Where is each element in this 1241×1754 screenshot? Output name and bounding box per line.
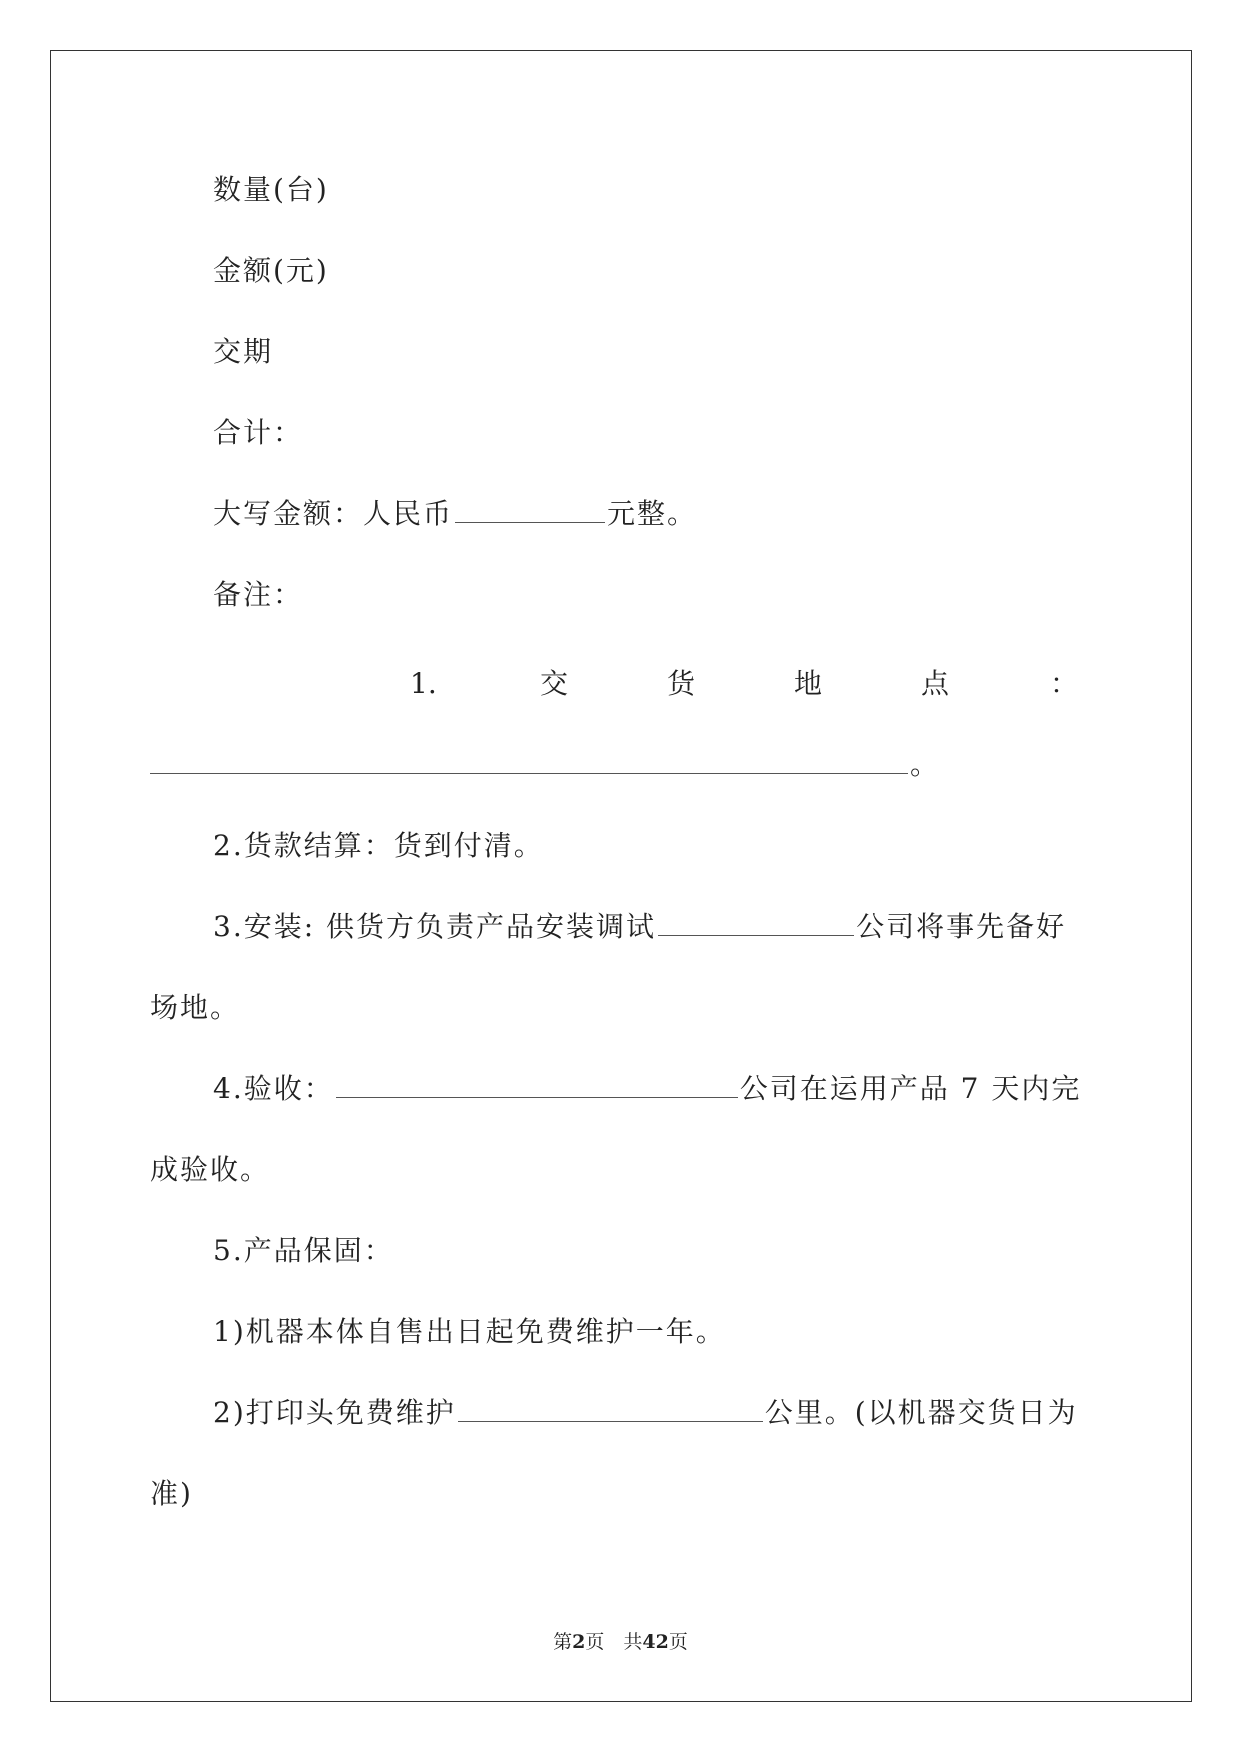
amount-in-words-label: 大写金额：人民币 <box>213 497 454 530</box>
warranty-2-suffix: 公里。(以机器交货日为 <box>764 1396 1078 1429</box>
installation-blank[interactable] <box>658 911 854 936</box>
line-warranty: 5.产品保固： <box>213 1234 394 1267</box>
footer-suffix: 页 <box>668 1631 688 1653</box>
line-delivery-place-blank <box>150 747 940 783</box>
line-warranty-2-cont: 准) <box>150 1477 193 1510</box>
footer-page-number: 2 <box>572 1631 586 1653</box>
acceptance-suffix: 公司在运用产品 7 天内完 <box>739 1072 1082 1105</box>
footer-mid: 页 共 <box>585 1631 643 1653</box>
line-amount-in-words <box>213 496 697 532</box>
page-footer <box>0 1630 1241 1654</box>
delivery-place-char-1: 交 <box>540 667 569 700</box>
line-delivery-date: 交期 <box>213 335 274 368</box>
line-amount: 金额(元) <box>213 254 329 287</box>
line-acceptance <box>213 1071 1081 1107</box>
line-warranty-2 <box>213 1395 1078 1431</box>
installation-suffix: 公司将事先备好 <box>856 910 1067 943</box>
delivery-place-char-2: 货 <box>667 667 696 700</box>
delivery-place-char-4: 点 <box>921 667 950 700</box>
footer-total-pages: 42 <box>642 1631 669 1653</box>
delivery-place-number: 1. <box>410 667 437 700</box>
line-warranty-1: 1)机器本体自售出日起免费维护一年。 <box>213 1315 726 1348</box>
amount-blank[interactable] <box>455 498 605 523</box>
line-remarks: 备注： <box>213 578 304 611</box>
line-installation <box>213 909 1066 945</box>
delivery-place-blank[interactable] <box>150 749 908 774</box>
delivery-place-char-3: 地 <box>794 667 823 700</box>
warranty-2-label: 2)打印头免费维护 <box>213 1396 456 1429</box>
page-frame <box>50 50 1192 1702</box>
amount-suffix: 元整。 <box>607 497 698 530</box>
footer-prefix: 第 <box>553 1631 573 1653</box>
line-quantity: 数量(台) <box>213 173 329 206</box>
acceptance-label: 4.验收： <box>213 1072 334 1105</box>
acceptance-blank[interactable] <box>336 1073 738 1098</box>
delivery-place-colon: ： <box>1050 667 1079 700</box>
installation-label: 3.安装: 供货方负责产品安装调试 <box>213 910 657 943</box>
line-total: 合计： <box>213 416 304 449</box>
warranty-2-blank[interactable] <box>458 1397 763 1422</box>
line-payment: 2.货款结算：货到付清。 <box>213 829 544 862</box>
delivery-place-period: 。 <box>910 748 941 781</box>
line-acceptance-cont: 成验收。 <box>150 1153 271 1186</box>
line-installation-cont: 场地。 <box>150 991 241 1024</box>
